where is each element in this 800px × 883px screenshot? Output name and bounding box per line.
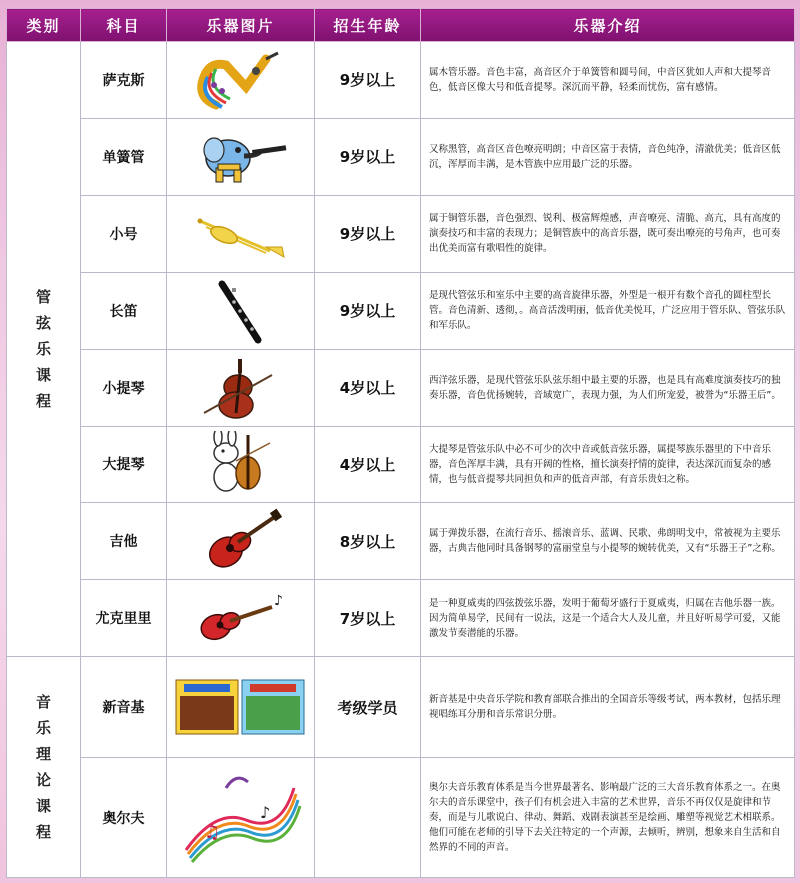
saxophone-icon xyxy=(186,47,296,113)
table-row xyxy=(7,272,795,349)
header-category: 类别 xyxy=(7,9,81,42)
age-cell xyxy=(315,758,421,878)
trumpet-icon xyxy=(186,201,296,267)
category-label: 管弦乐课程 xyxy=(35,288,51,411)
age-cell: 9岁以上 xyxy=(315,42,421,119)
table-row xyxy=(7,195,795,272)
header-age: 招生年龄 xyxy=(315,9,421,42)
ukulele-icon xyxy=(186,585,296,651)
picture-cell xyxy=(167,195,315,272)
subject-cell: 新音基 xyxy=(81,657,167,758)
header-row xyxy=(7,9,795,42)
intro-cell: 奥尔夫音乐教育体系是当今世界最著名、影响最广泛的三大音乐教育体系之一。在奥尔夫的音乐课堂中，孩子们有机会进入丰富的艺术世界，音乐不再仅仅是旋律和节奏，而是与儿歌说白、律动、舞蹈、戏剧表演甚至是绘画、雕塑等视觉艺术相联系。他们可能在老师的引导下去关注特定的一个声源，去倾听，辨别，想象来自生活和自然界的不同的声音。 xyxy=(421,758,795,878)
table-row xyxy=(7,580,795,657)
subject-cell: 吉他 xyxy=(81,503,167,580)
svg-text:♪: ♪ xyxy=(273,593,283,610)
svg-text:♪: ♪ xyxy=(259,802,270,822)
intro-cell: 属于铜管乐器，音色强烈、锐利、极富辉煌感，声音嘹亮、清脆、高亢，具有高度的演奏技巧和丰富的表现力；是铜管族中的高音乐器，既可奏出嘹亮的号角声，也可奏出优美而富有歌唱性的旋律。 xyxy=(421,195,795,272)
intro-cell: 属于弹拨乐器，在流行音乐、摇滚音乐、蓝调、民歌、弗朗明戈中，常被视为主要乐器，古典吉他同时具备钢琴的富丽堂皇与小提琴的婉转优美，又有“乐器王子”之称。 xyxy=(421,503,795,580)
violin-icon xyxy=(186,355,296,421)
age-cell: 8岁以上 xyxy=(315,503,421,580)
intro-cell: 是一种夏威夷的四弦拨弦乐器，发明于葡萄牙盛行于夏威夷，归属在吉他乐器一族。因为简单易学，民间有一说法，这是一个适合大人及儿童，并且好听易学可爱，又能激发节奏潜能的乐器。 xyxy=(421,580,795,657)
intro-cell: 属木管乐器。音色丰富，高音区介于单簧管和圆号间，中音区犹如人声和大提琴音色，低音区像大号和低音提琴。深沉而平静，轻柔而忧伤，富有感情。 xyxy=(421,42,795,119)
music-notes-swirl-icon xyxy=(176,768,306,868)
intro-cell: 大提琴是管弦乐队中必不可少的次中音或低音弦乐器，属提琴族乐器里的下中音乐器，音色浑厚丰满，具有开阔的性格，擅长演奏抒情的旋律，表达深沉而复杂的感情，也与低音提琴共同担负和声的低音声部，有音乐贵妇之称。 xyxy=(421,426,795,503)
picture-cell xyxy=(167,580,315,657)
picture-cell xyxy=(167,657,315,758)
table-row xyxy=(7,42,795,119)
category-theory xyxy=(7,657,81,878)
picture-cell xyxy=(167,503,315,580)
subject-cell: 大提琴 xyxy=(81,426,167,503)
picture-cell xyxy=(167,272,315,349)
course-table xyxy=(6,8,795,878)
category-wind-string xyxy=(7,42,81,657)
table-row xyxy=(7,349,795,426)
subject-cell: 小提琴 xyxy=(81,349,167,426)
flute-icon xyxy=(186,278,296,344)
age-cell: 7岁以上 xyxy=(315,580,421,657)
subject-cell: 小号 xyxy=(81,195,167,272)
subject-cell: 尤克里里 xyxy=(81,580,167,657)
books-icon xyxy=(174,676,308,738)
picture-cell xyxy=(167,758,315,878)
table-row xyxy=(7,657,795,758)
table-row xyxy=(7,503,795,580)
subject-cell: 奥尔夫 xyxy=(81,758,167,878)
table-row xyxy=(7,758,795,878)
intro-cell: 西洋弦乐器，是现代管弦乐队弦乐组中最主要的乐器，也是具有高难度演奏技巧的独奏乐器，音色优扬婉转，音域宽广，表现力强，为人们所宠爱，被誉为“乐器王后”。 xyxy=(421,349,795,426)
age-cell: 9岁以上 xyxy=(315,195,421,272)
subject-cell: 长笛 xyxy=(81,272,167,349)
guitar-icon xyxy=(186,508,296,574)
picture-cell xyxy=(167,426,315,503)
subject-cell: 萨克斯 xyxy=(81,42,167,119)
table-row xyxy=(7,118,795,195)
header-picture: 乐器图片 xyxy=(167,9,315,42)
intro-cell: 又称黑管，高音区音色嘹亮明朗；中音区富于表情，音色纯净，清澈优美；低音区低沉，浑厚而丰满，是木管族中应用最广泛的乐器。 xyxy=(421,118,795,195)
elephant-clarinet-icon xyxy=(186,124,296,190)
table-row xyxy=(7,426,795,503)
header-subject: 科目 xyxy=(81,9,167,42)
age-cell: 9岁以上 xyxy=(315,272,421,349)
category-label: 音乐理论课程 xyxy=(35,693,51,842)
age-cell: 9岁以上 xyxy=(315,118,421,195)
picture-cell xyxy=(167,42,315,119)
age-cell: 4岁以上 xyxy=(315,426,421,503)
subject-cell: 单簧管 xyxy=(81,118,167,195)
intro-cell: 是现代管弦乐和室乐中主要的高音旋律乐器，外型是一根开有数个音孔的圆柱型长管。音色清新、透彻，。高音活泼明丽，低音优美悦耳，广泛应用于管乐队、管弦乐队和军乐队。 xyxy=(421,272,795,349)
intro-cell: 新音基是中央音乐学院和教育部联合推出的全国音乐等级考试，两本教材，包括乐理视唱练耳分册和音乐常识分册。 xyxy=(421,657,795,758)
header-intro: 乐器介绍 xyxy=(421,9,795,42)
rabbit-cello-icon xyxy=(186,431,296,497)
picture-cell xyxy=(167,118,315,195)
age-cell: 4岁以上 xyxy=(315,349,421,426)
age-cell: 考级学员 xyxy=(315,657,421,758)
picture-cell xyxy=(167,349,315,426)
svg-text:♫: ♫ xyxy=(203,821,220,843)
